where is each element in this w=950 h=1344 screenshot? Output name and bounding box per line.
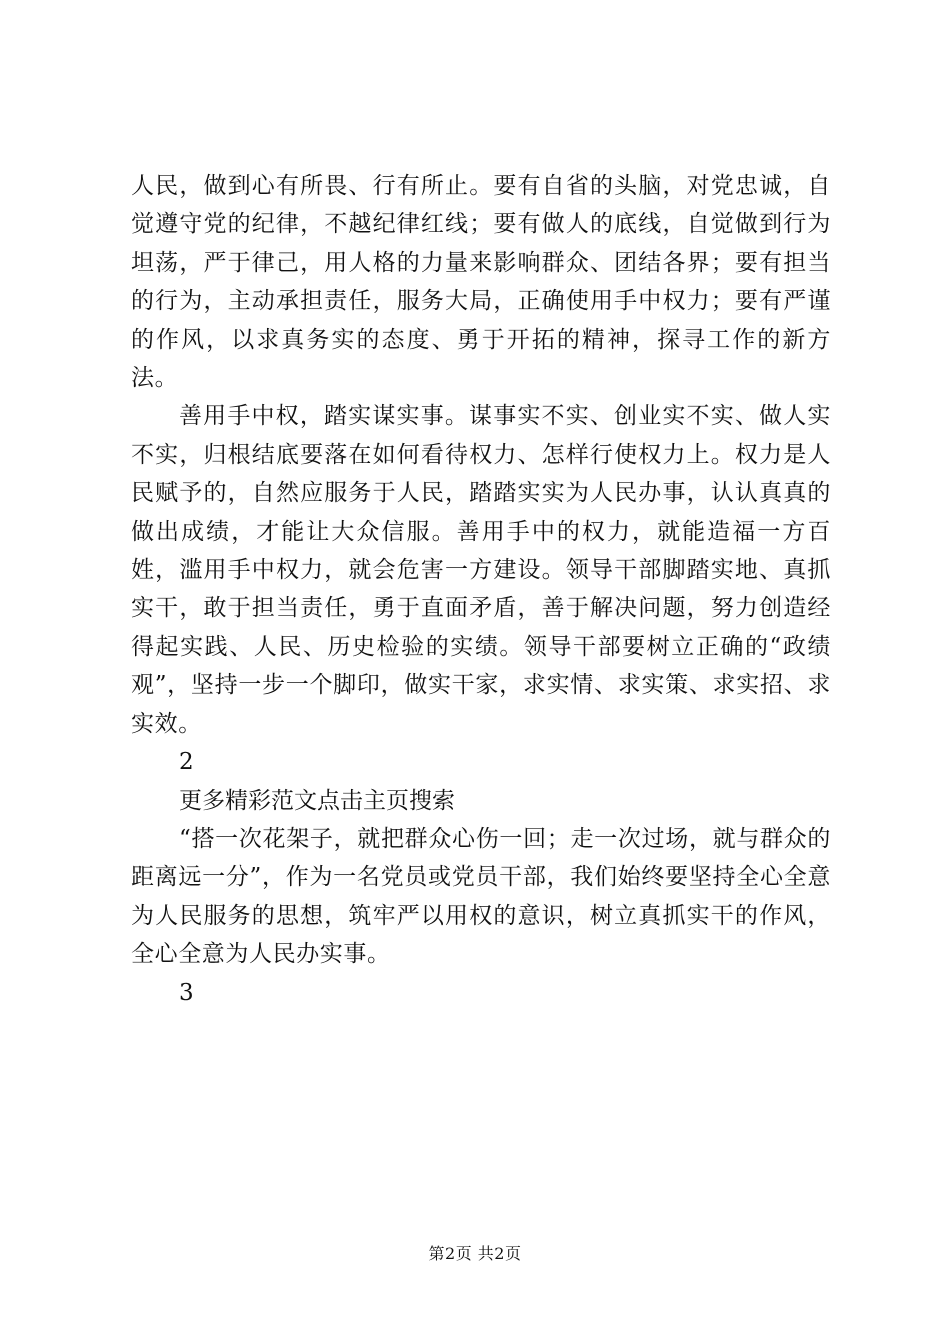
document-body: [131, 167, 831, 1012]
body-paragraph: 善用手中权，踏实谋实事。谋事实不实、创业实不实、做人实不实，归根结底要落在如何看待权力、怎样行使权力上。权力是人民赋予的，自然应服务于人民，踏踏实实为人民办事，认认真真的做出成绩，才能让大众信服。善用手中的权力，就能造福一方百姓，滥用手中权力，就会危害一方建设。领导干部脚踏实地、真抓实干，敢于担当责任，勇于直面矛盾，善于解决问题，努力创造经得起实践、人民、历史检验的实绩。领导干部要树立正确的“政绩观”，坚持一步一个脚印，做实干家，求实情、求实策、求实招、求实效。: [131, 403, 831, 737]
body-paragraph: “搭一次花架子，就把群众心伤一回；走一次过场，就与群众的距离远一分”，作为一名党员或党员干部，我们始终要坚持全心全意为人民服务的思想，筑牢严以用权的意识，树立真抓实干的作风，全心全意为人民办实事。: [131, 825, 831, 968]
body-paragraph: 人民，做到心有所畏、行有所止。要有自省的头脑，对党忠诚，自觉遵守党的纪律，不越纪律红线；要有做人的底线，自觉做到行为坦荡，严于律己，用人格的力量来影响群众、团结各界；要有担当的行为，主动承担责任，服务大局，正确使用手中权力；要有严谨的作风，以求真务实的态度、勇于开拓的精神，探寻工作的新方法。: [131, 173, 831, 392]
page-footer: 第2页 共2页: [428, 1244, 522, 1263]
section-number: 2: [179, 749, 194, 776]
more-templates-link[interactable]: 更多精彩范文点击主页搜索: [179, 787, 455, 814]
section-number: 3: [179, 979, 194, 1006]
